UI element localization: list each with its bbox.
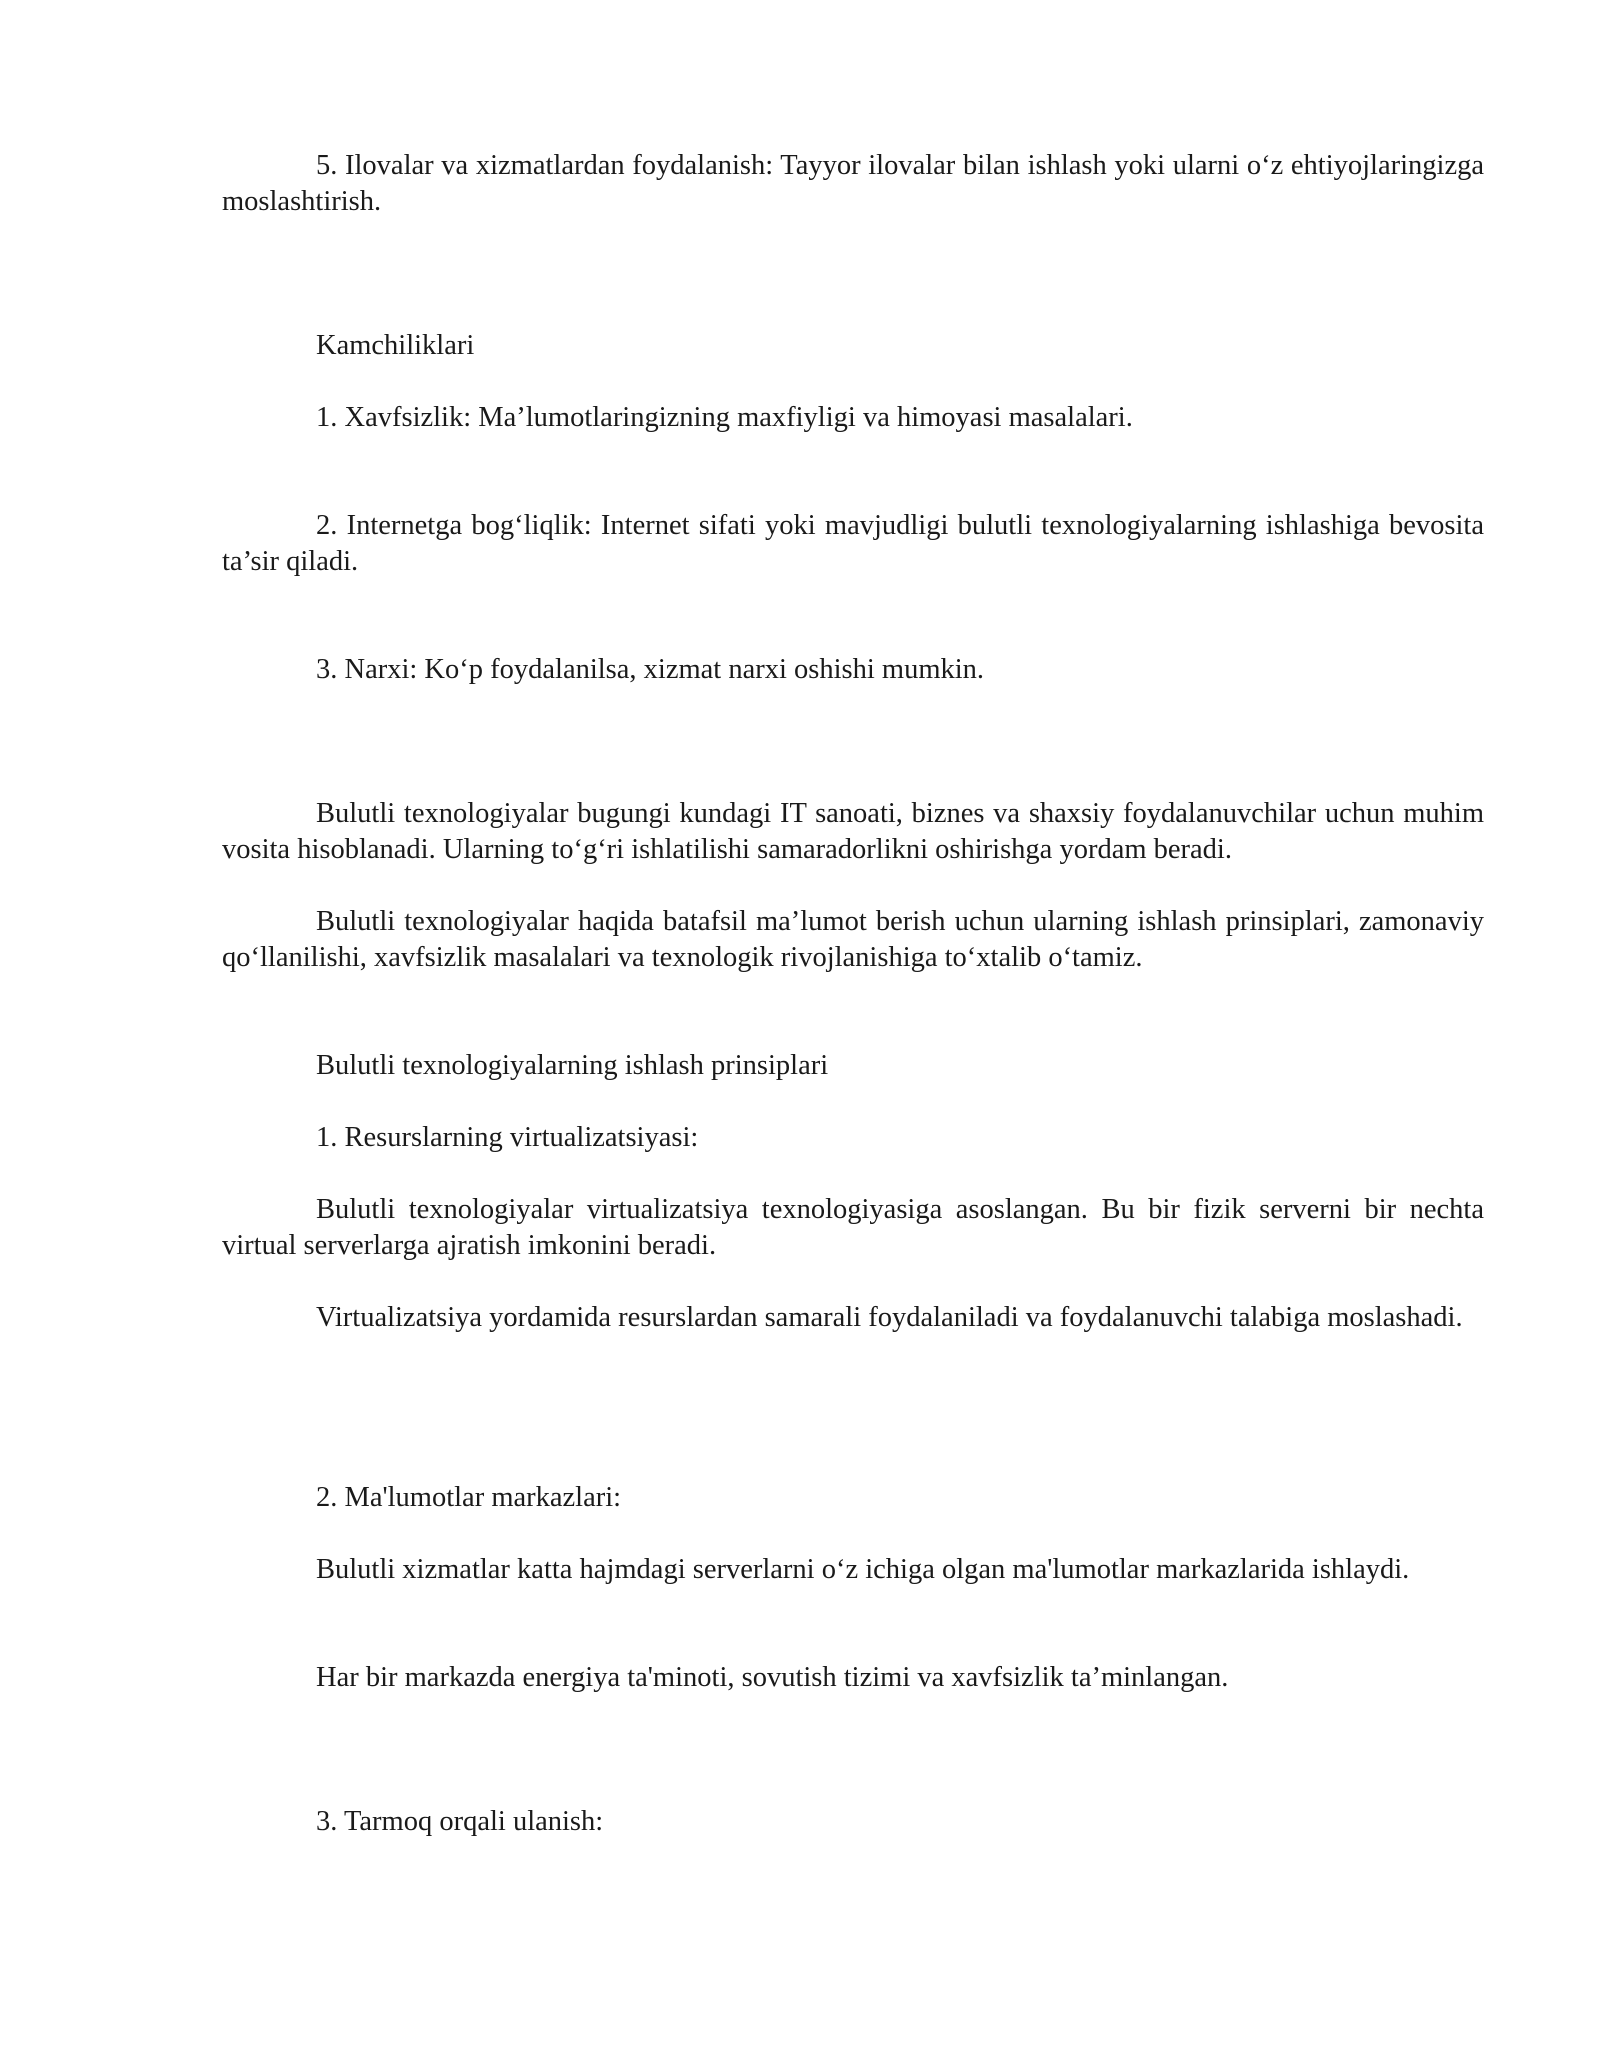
heading-disadvantages: Kamchiliklari	[316, 330, 475, 361]
paragraph-cloud-importance: Bulutli texnologiyalar bugungi kundagi IT sanoati, biznes va shaxsiy foydalanuvchilar uchun muhim vosita hisoblanadi. Ularning to‘g‘ri ishlatilishi samaradorlikni oshirishga yordam beradi.	[222, 798, 1484, 865]
paragraph-apps-services: 5. Ilovalar va xizmatlardan foydalanish: Tayyor ilovalar bilan ishlash yoki ularni o‘z ehtiyojlaringizga moslashtirish.	[222, 150, 1484, 217]
heading-network-connection: 3. Tarmoq orqali ulanish:	[316, 1806, 604, 1837]
heading-data-centers: 2. Ma'lumotlar markazlari:	[316, 1482, 622, 1513]
paragraph-cloud-details: Bulutli texnologiyalar haqida batafsil ma’lumot berish uchun ularning ishlash prinsiplari, zamonaviy qo‘llanilishi, xavfsizlik masalalari va texnologik rivojlanishiga to‘xtalib o‘tamiz.	[222, 906, 1484, 973]
paragraph-virtualization-basis: Bulutli texnologiyalar virtualizatsiya texnologiyasiga asoslangan. Bu bir fizik serverni bir nechta virtual serverlarga ajratish imkonini beradi.	[222, 1194, 1484, 1261]
paragraph-virtualization-efficiency: Virtualizatsiya yordamida resurslardan samarali foydalaniladi va foydalanuvchi talabiga moslashadi.	[316, 1302, 1463, 1333]
paragraph-internet-dependency: 2. Internetga bog‘liqlik: Internet sifati yoki mavjudligi bulutli texnologiyalarning ishlashiga bevosita ta’sir qiladi.	[222, 510, 1484, 577]
paragraph-data-centers: Bulutli xizmatlar katta hajmdagi serverlarni o‘z ichiga olgan ma'lumotlar markazlarida ishlaydi.	[316, 1554, 1410, 1585]
heading-working-principles: Bulutli texnologiyalarning ishlash prinsiplari	[316, 1050, 829, 1081]
paragraph-security: 1. Xavfsizlik: Ma’lumotlaringizning maxfiyligi va himoyasi masalalari.	[316, 402, 1133, 433]
heading-virtualization: 1. Resurslarning virtualizatsiyasi:	[316, 1122, 699, 1153]
paragraph-data-center-infrastructure: Har bir markazda energiya ta'minoti, sovutish tizimi va xavfsizlik ta’minlangan.	[316, 1662, 1229, 1693]
paragraph-price: 3. Narxi: Ko‘p foydalanilsa, xizmat narxi oshishi mumkin.	[316, 654, 985, 685]
